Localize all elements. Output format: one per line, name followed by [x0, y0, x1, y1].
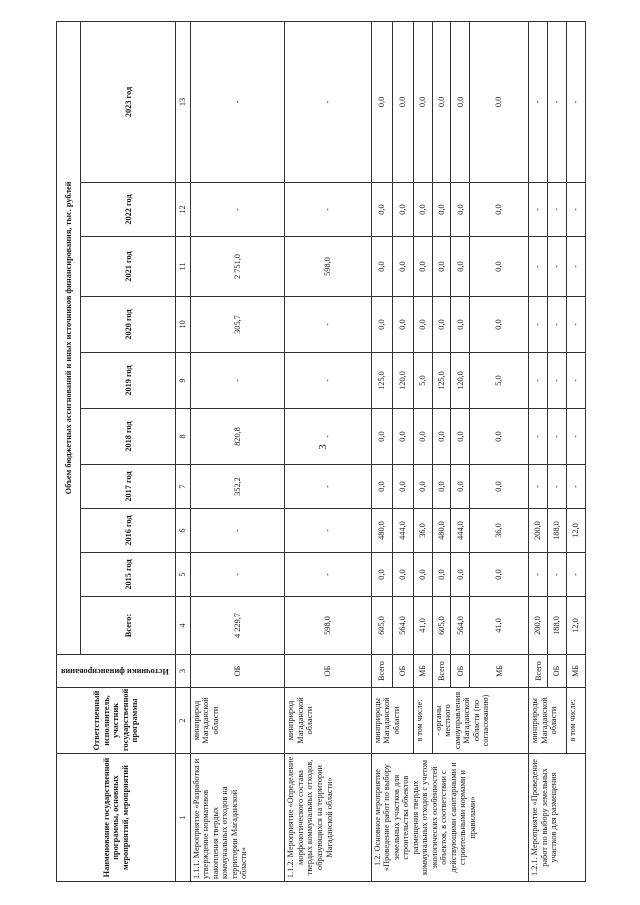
cell-value: -	[190, 509, 285, 553]
item-source: МБ	[413, 655, 432, 688]
cell-total: 4 229,7	[190, 597, 285, 655]
item-source: Всего	[371, 655, 392, 688]
cell-value: -	[548, 353, 567, 409]
cell-value: -	[529, 183, 548, 237]
cell-value: -	[285, 297, 371, 353]
cell-value: 0,0	[470, 183, 529, 237]
header-year: 2021 год	[81, 237, 176, 297]
cell-value: 0,0	[451, 553, 470, 597]
cell-value: 0,0	[392, 183, 413, 237]
cell-value: 0,0	[413, 409, 432, 465]
cell-total: 605,0	[371, 597, 392, 655]
cell-value: -	[190, 183, 285, 237]
header-name: Наименование государственной программы, основных мероприятий, мероприятий	[57, 754, 176, 882]
cell-value: -	[285, 465, 371, 509]
item-executor: минприрод Магаданской области	[285, 688, 371, 754]
cell-value: -	[548, 237, 567, 297]
cell-value: 0,0	[432, 553, 451, 597]
cell-value: -	[190, 553, 285, 597]
item-executor-mo: - органы местного самоуправления Магаданской области (по согласованию)	[432, 688, 529, 754]
cell-value: 0,0	[392, 297, 413, 353]
cell-value: 0,0	[470, 21, 529, 182]
item-executor: минприроды Магаданской области	[529, 688, 567, 754]
cell-value: -	[566, 183, 585, 237]
col-number: 4	[176, 597, 191, 655]
cell-value: -	[190, 21, 285, 182]
header-year: 2016 год	[81, 509, 176, 553]
col-number: 3	[176, 655, 191, 688]
cell-value: 0,0	[392, 465, 413, 509]
header-source-label: Источники финансирования	[60, 666, 169, 676]
cell-value: 5,0	[470, 353, 529, 409]
header-year: 2020 год	[81, 297, 176, 353]
header-executor: Ответственный исполнитель, участник государственной программы	[57, 688, 176, 754]
cell-value: 0,0	[432, 409, 451, 465]
cell-value: 125,0	[371, 353, 392, 409]
cell-total: 564,0	[392, 597, 413, 655]
col-number: 2	[176, 688, 191, 754]
cell-value: 0,0	[432, 183, 451, 237]
header-year: 2018 год	[81, 409, 176, 465]
table-row-121	[529, 21, 548, 881]
header-row-1	[57, 21, 81, 881]
item-source: МБ	[566, 655, 585, 688]
cell-value: -	[566, 465, 585, 509]
cell-value: 0,0	[432, 297, 451, 353]
col-number: 10	[176, 297, 191, 353]
cell-total: 598,0	[285, 597, 371, 655]
cell-value: 12,0	[566, 509, 585, 553]
cell-value: 0,0	[470, 409, 529, 465]
cell-value: -	[529, 297, 548, 353]
item-source: ОБ	[548, 655, 567, 688]
cell-value: -	[566, 237, 585, 297]
cell-value: 0,0	[392, 21, 413, 182]
cell-value: 0,0	[371, 183, 392, 237]
cell-value: -	[566, 297, 585, 353]
cell-value: -	[548, 183, 567, 237]
cell-value: 0,0	[413, 21, 432, 182]
cell-value: 444,0	[451, 509, 470, 553]
cell-value: 0,0	[371, 297, 392, 353]
cell-value: 0,0	[413, 465, 432, 509]
cell-value: 0,0	[451, 237, 470, 297]
cell-value: 36,0	[470, 509, 529, 553]
cell-total: 41,0	[470, 597, 529, 655]
cell-value: 36,0	[413, 509, 432, 553]
item-name: 1.2. Основное мероприятие «Проведение работ по выбору земельных участков для строительства объектов размещения твердых коммунальных отходов с учетом экологических особенностей объектов, в соответствии с действующими санитарными и строительными нормами и правилами»	[371, 754, 529, 882]
cell-value: 0,0	[392, 237, 413, 297]
col-number: 9	[176, 353, 191, 409]
item-source: ОБ	[392, 655, 413, 688]
cell-value: 0,0	[371, 553, 392, 597]
cell-value: 125,0	[432, 353, 451, 409]
cell-value: 0,0	[470, 237, 529, 297]
cell-value: -	[548, 553, 567, 597]
cell-value: 0,0	[451, 297, 470, 353]
cell-value: -	[285, 509, 371, 553]
cell-value: 0,0	[413, 183, 432, 237]
cell-value: -	[285, 553, 371, 597]
cell-value: 0,0	[432, 21, 451, 182]
item-source: ОБ	[451, 655, 470, 688]
cell-value: -	[566, 353, 585, 409]
col-number: 8	[176, 409, 191, 465]
col-number: 6	[176, 509, 191, 553]
cell-value: 820,8	[190, 409, 285, 465]
item-source: ОБ	[190, 655, 285, 688]
cell-value: -	[285, 409, 371, 465]
document-page	[56, 22, 586, 882]
cell-value: -	[529, 409, 548, 465]
cell-value: 0,0	[371, 465, 392, 509]
cell-value: 0,0	[432, 465, 451, 509]
cell-value: 0,0	[413, 553, 432, 597]
cell-value: -	[529, 353, 548, 409]
cell-value: 0,0	[392, 409, 413, 465]
cell-value: -	[529, 21, 548, 182]
cell-value: 200,0	[529, 509, 548, 553]
cell-value: 0,0	[451, 21, 470, 182]
header-source	[57, 655, 176, 688]
cell-total: 200,0	[529, 597, 548, 655]
cell-value: 598,0	[285, 237, 371, 297]
cell-total: 564,0	[451, 597, 470, 655]
cell-value: -	[285, 21, 371, 182]
cell-value: -	[529, 465, 548, 509]
item-executor-including: в том числе:	[413, 688, 432, 754]
cell-value: -	[566, 21, 585, 182]
cell-value: -	[285, 183, 371, 237]
cell-value: 0,0	[392, 553, 413, 597]
cell-total: 188,0	[548, 597, 567, 655]
item-executor: минприроды Магаданской области	[371, 688, 413, 754]
cell-value: 0,0	[432, 237, 451, 297]
cell-value: -	[190, 353, 285, 409]
cell-value: 352,2	[190, 465, 285, 509]
item-executor-including: в том числе:	[566, 688, 585, 754]
item-source: Всего	[529, 655, 548, 688]
item-name: 1.1.2. Мероприятие «Определение морфологического состава твердых коммунальных отходов, образующихся на территории Магаданской области»	[285, 754, 371, 882]
col-number: 13	[176, 21, 191, 182]
col-number: 1	[176, 754, 191, 882]
col-number: 12	[176, 183, 191, 237]
cell-value: 120,0	[392, 353, 413, 409]
item-executor: минприрод Магаданской области	[190, 688, 285, 754]
cell-value: -	[566, 409, 585, 465]
cell-value: 5,0	[413, 353, 432, 409]
cell-value: 0,0	[413, 237, 432, 297]
rotated-table-sheet	[56, 22, 586, 882]
column-number-row	[176, 21, 191, 881]
header-total: Всего:	[81, 597, 176, 655]
cell-value: 0,0	[470, 297, 529, 353]
cell-value: 305,7	[190, 297, 285, 353]
table-row-112	[285, 21, 371, 881]
table-row-12-mo-total	[432, 21, 451, 881]
cell-value: 0,0	[470, 465, 529, 509]
col-number: 5	[176, 553, 191, 597]
cell-value: 0,0	[451, 183, 470, 237]
header-funding: Объем бюджетных ассигнований и иных источников финансирования, тыс. рублей	[57, 21, 81, 654]
cell-value: -	[548, 409, 567, 465]
cell-total: 41,0	[413, 597, 432, 655]
header-year: 2015 год	[81, 553, 176, 597]
col-number: 11	[176, 237, 191, 297]
cell-value: 120,0	[451, 353, 470, 409]
cell-value: 480,0	[371, 509, 392, 553]
funding-table	[56, 21, 586, 882]
cell-value: -	[529, 553, 548, 597]
col-number: 7	[176, 465, 191, 509]
table-row-121-mb	[566, 21, 585, 881]
table-row-12-mb	[413, 21, 432, 881]
cell-value: 0,0	[413, 297, 432, 353]
header-year: 2022 год	[81, 183, 176, 237]
cell-value: -	[548, 21, 567, 182]
cell-value: -	[566, 553, 585, 597]
table-row-111	[190, 21, 285, 881]
cell-value: -	[548, 297, 567, 353]
page-number: 3	[316, 444, 329, 450]
header-year: 2017 год	[81, 465, 176, 509]
cell-value: -	[548, 465, 567, 509]
cell-total: 12,0	[566, 597, 585, 655]
cell-value: 0,0	[371, 237, 392, 297]
cell-value: 2 751,0	[190, 237, 285, 297]
cell-value: 0,0	[451, 409, 470, 465]
cell-total: 605,0	[432, 597, 451, 655]
item-name: 1.2.1. Мероприятие «Проведение работ по выбору земельных участков для размещения	[529, 754, 586, 882]
item-source: ОБ	[285, 655, 371, 688]
item-source: Всего	[432, 655, 451, 688]
cell-value: 480,0	[432, 509, 451, 553]
cell-value: 0,0	[371, 21, 392, 182]
item-source: МБ	[470, 655, 529, 688]
header-year: 2019 год	[81, 353, 176, 409]
cell-value: -	[529, 237, 548, 297]
header-year: 2023 год	[81, 21, 176, 182]
cell-value: 444,0	[392, 509, 413, 553]
table-row-12	[371, 21, 392, 881]
item-name: 1.1.1. Мероприятие «Разработка и утверждение нормативов накопления твердых коммунальных отходов на территории Магаданской области»	[190, 754, 285, 882]
cell-value: 188,0	[548, 509, 567, 553]
cell-value: 0,0	[371, 409, 392, 465]
cell-value: 0,0	[451, 465, 470, 509]
cell-value: 0,0	[470, 553, 529, 597]
cell-value: -	[285, 353, 371, 409]
